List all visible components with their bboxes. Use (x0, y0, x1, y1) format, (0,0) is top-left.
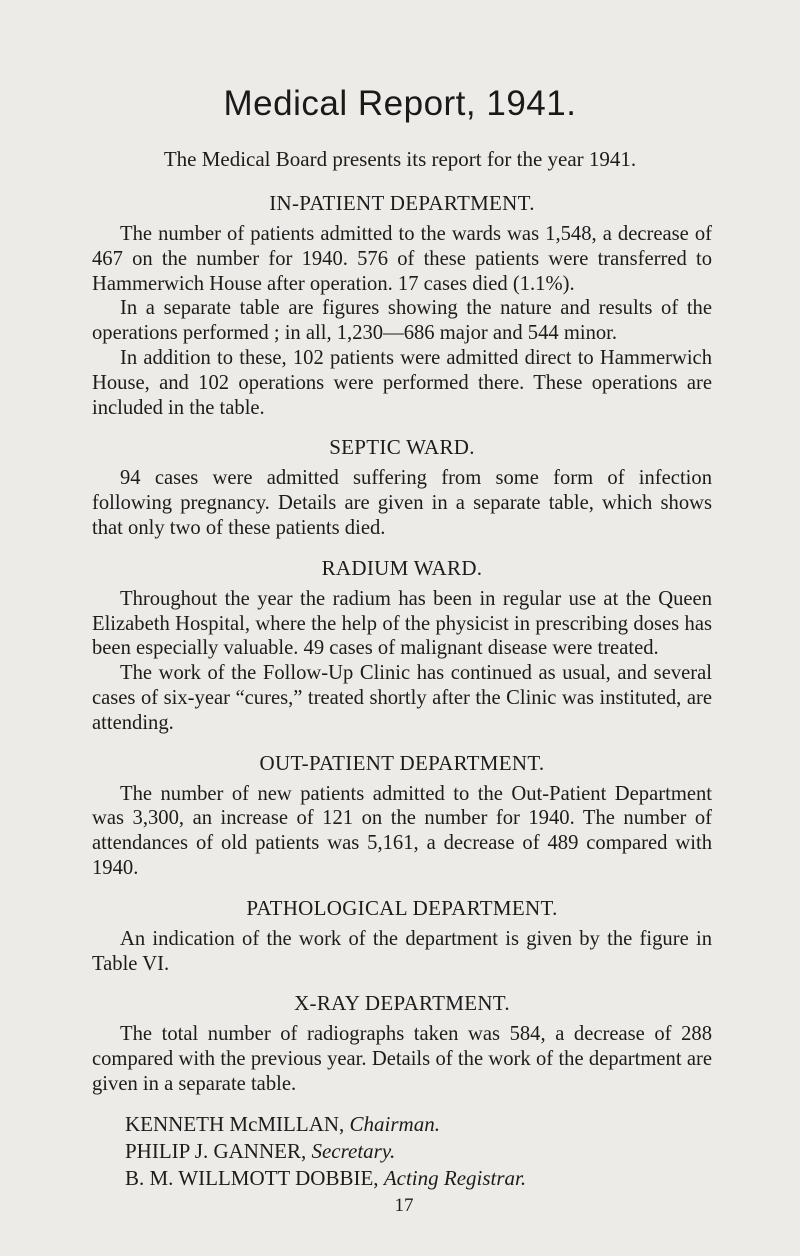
signature-block (92, 1111, 712, 1192)
signatory-role: Chairman. (349, 1111, 440, 1136)
paragraph: In addition to these, 102 patients were admitted direct to Hammerwich House, and 102 operations were performed there. These operations are included in the table. (92, 346, 712, 419)
paragraph: The number of patients admitted to the wards was 1,548, a decrease of 467 on the number for 1940. 576 of these patients were transferred to Hammerwich House after operation. 17 cases died (1.1%). (92, 223, 712, 295)
signatory-name: B. M. WILLMOTT DOBBIE, (125, 1165, 379, 1190)
section-in-patient (92, 190, 712, 420)
signature-line (125, 1165, 712, 1192)
section-x-ray (92, 990, 712, 1096)
signature-line (125, 1138, 712, 1165)
paragraph: The total number of radiographs taken was 584, a decrease of 288 compared with the previous year. Details of the work of the department are given in a separate table. (92, 1023, 712, 1095)
section-heading: SEPTIC WARD. (329, 435, 475, 460)
section-heading: X-RAY DEPARTMENT. (294, 991, 510, 1016)
paragraph: An indication of the work of the department is given by the figure in Table VI. (92, 927, 712, 975)
signatory-role: Acting Registrar. (383, 1165, 527, 1190)
signatory-name: PHILIP J. GANNER, (125, 1138, 307, 1163)
report-title: Medical Report, 1941. (223, 84, 577, 123)
section-heading: RADIUM WARD. (321, 555, 483, 580)
section-septic-ward (92, 434, 712, 540)
section-radium-ward (92, 555, 712, 736)
signatory-role: Secretary. (311, 1138, 396, 1163)
paragraph: In a separate table are figures showing the nature and results of the operations performed ; in all, 1,230—686 major and 544 minor. (92, 297, 712, 345)
paragraph: The number of new patients admitted to the Out-Patient Department was 3,300, an increase of 121 on the number for 1940. The number of attendances of old patients was 5,161, a decrease of 489 compared with 1940. (92, 782, 712, 879)
signature-line (125, 1111, 712, 1138)
signatory-name: KENNETH McMILLAN, (125, 1111, 345, 1136)
report-body (92, 190, 712, 1219)
paragraph: The work of the Follow-Up Clinic has continued as usual, and several cases of six-year “cures,” treated shortly after the Clinic was instituted, are attending. (92, 662, 712, 734)
section-out-patient (92, 750, 712, 881)
paragraph: 94 cases were admitted suffering from some form of infection following pregnancy. Details are given in a separate table, which shows that only two of these patients died. (92, 467, 712, 539)
section-heading: PATHOLOGICAL DEPARTMENT. (246, 895, 558, 920)
section-heading: OUT-PATIENT DEPARTMENT. (259, 750, 545, 775)
section-pathological (92, 895, 712, 977)
intro-line: The Medical Board presents its report for the year 1941. (163, 147, 637, 171)
paragraph: Throughout the year the radium has been in regular use at the Queen Elizabeth Hospital, where the help of the physicist in prescribing doses has been especially valuable. 49 cases of malignant disease were treated. (92, 587, 712, 660)
section-heading: IN-PATIENT DEPARTMENT. (269, 191, 535, 215)
page-number: 17 (394, 1194, 414, 1216)
